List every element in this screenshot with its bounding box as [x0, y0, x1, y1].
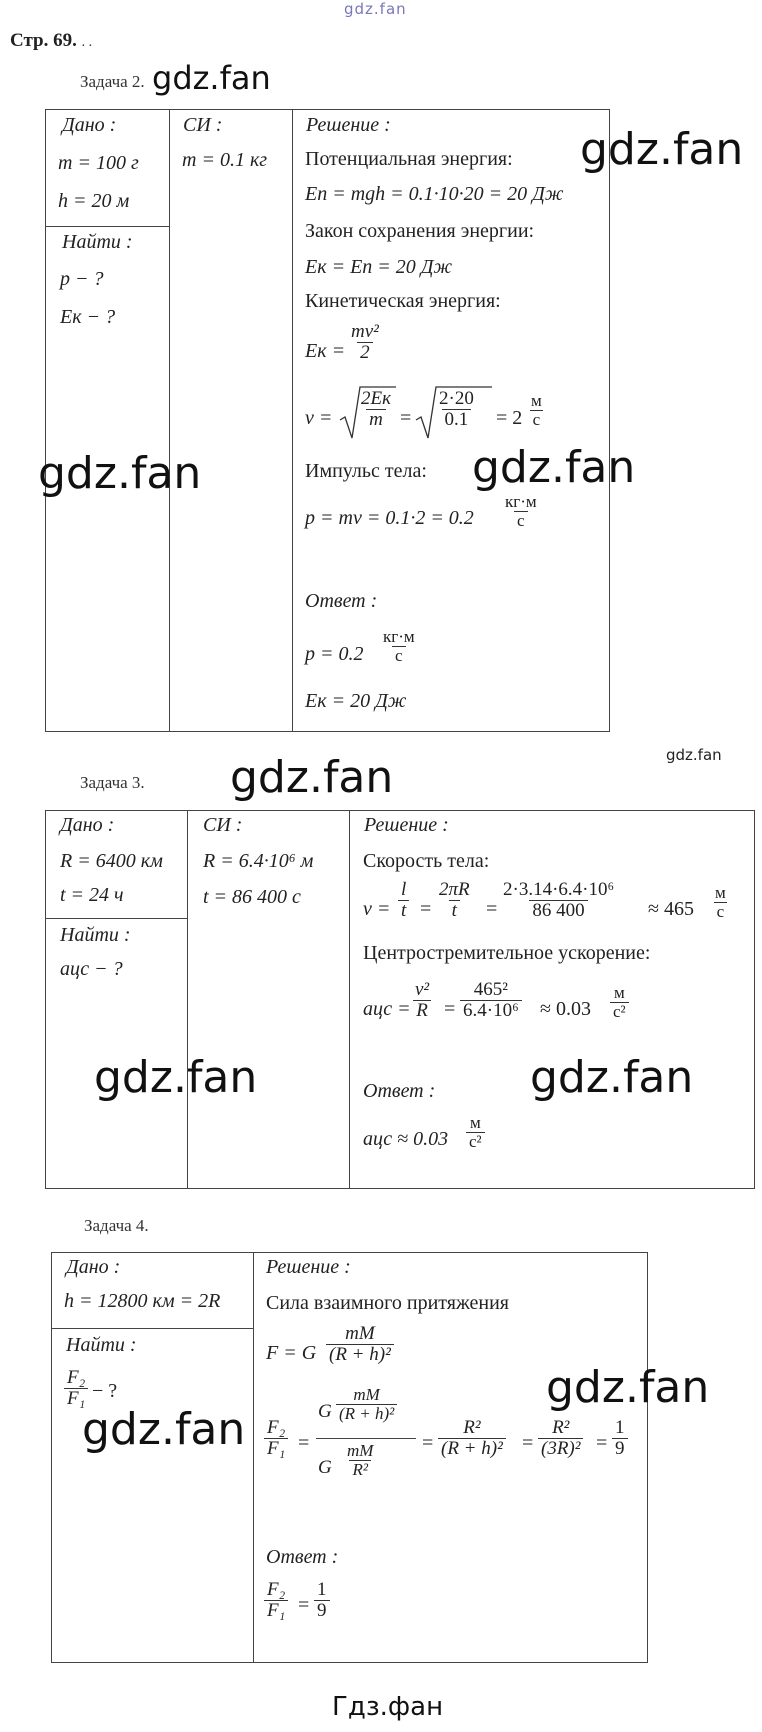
task4-given-label: Дано :	[66, 1256, 121, 1278]
task3-accel-left: aцс =	[363, 998, 411, 1020]
task4-force-num: mM	[345, 1323, 375, 1344]
watermark-task4-right: gdz.fan	[546, 1362, 710, 1413]
task4-ratio-eq-4: =	[596, 1432, 608, 1454]
task4-ratio-eq-3: =	[522, 1432, 534, 1454]
task2-velocity-unit	[528, 392, 545, 429]
task4-r3-den: (3R)²	[538, 1438, 583, 1459]
task4-ratio-left	[264, 1418, 288, 1459]
watermark-bottom: Гдз.фан	[332, 1692, 444, 1722]
task3-fraction-2	[436, 880, 473, 921]
task3-f2-den: t	[449, 900, 460, 921]
task4-force-label: Сила взаимного притяжения	[266, 1292, 510, 1314]
task4-compound-den-d: R²	[349, 1460, 370, 1479]
task3-given-divider	[45, 918, 188, 919]
task3-title: Задача 3.	[80, 773, 145, 792]
task4-answer-r-den: 9	[314, 1600, 330, 1621]
task3-answer-label: Ответ :	[363, 1080, 436, 1102]
task2-potential-equation: Eп = mgh = 0.1·10·20 = 20 Дж	[305, 183, 564, 205]
task2-si-label: СИ :	[183, 114, 223, 136]
task3-divider-1	[187, 810, 188, 1188]
watermark-task3-left: gdz.fan	[94, 1052, 258, 1103]
task3-accel-fraction-1	[412, 980, 432, 1021]
task2-kinetic-denominator: 2	[357, 342, 373, 363]
task3-velocity-unit	[712, 884, 729, 921]
task2-velocity-left: v =	[305, 407, 333, 429]
task4-find-fraction	[64, 1368, 88, 1409]
task2-si-mass: m = 0.1 кг	[182, 149, 268, 171]
task3-f1-den: t	[398, 900, 409, 921]
task2-answer-label: Ответ :	[305, 590, 378, 612]
task4-ratio-left-num: F₂	[267, 1417, 286, 1438]
task3-divider-2	[349, 810, 350, 1188]
task3-fraction-3	[500, 880, 617, 921]
task2-potential-label: Потенциальная энергия:	[305, 148, 513, 170]
task2-impulse-label: Импульс тела:	[305, 460, 427, 482]
task2-title: Задача 2.	[80, 72, 145, 91]
watermark-task2-right: gdz.fan	[580, 124, 744, 175]
task4-ratio-eq-1: =	[298, 1432, 310, 1454]
task2-kinetic-label: Кинетическая энергия:	[305, 290, 501, 312]
task2-given-mass: m = 100 г	[58, 152, 139, 174]
task4-solution-label: Решение :	[266, 1256, 351, 1278]
task3-v-unit-den: с	[714, 902, 728, 921]
page-reference-label: Стр. 69.	[10, 30, 77, 51]
task3-a-f2-den: 6.4·10⁶	[460, 1000, 522, 1021]
task2-find-label: Найти :	[62, 231, 133, 253]
task3-f1-num: l	[401, 879, 407, 900]
task4-ratio-eq-2: =	[422, 1432, 434, 1454]
task4-force-left: F = G	[266, 1342, 317, 1364]
page-reference	[10, 30, 92, 52]
task3-f3-den: 86 400	[529, 900, 587, 921]
task2-answer-impulse-unit	[380, 628, 418, 665]
task4-compound-num-d: (R + h)²	[336, 1404, 397, 1423]
task4-compound-den-fraction	[344, 1442, 376, 1479]
page-reference-dots: . .	[81, 35, 93, 50]
task3-answer-unit-num: м	[469, 1113, 481, 1132]
task3-given-radius: R = 6400 км	[60, 850, 163, 872]
task2-kinetic-left: Eк =	[305, 340, 346, 362]
task4-compound-num-fraction	[336, 1386, 397, 1423]
task2-velocity-unit-num: м	[531, 391, 542, 410]
task3-accel-label: Центростремительное ускорение:	[363, 942, 651, 964]
task2-impulse-unit	[502, 493, 540, 530]
task2-velocity-num-1: 2Eк	[361, 388, 391, 409]
task3-accel-eq: =	[444, 998, 456, 1020]
task2-velocity-den-1: m	[366, 409, 386, 430]
task2-kinetic-numerator: mv²	[351, 321, 379, 342]
task4-compound-den-g: G	[318, 1457, 332, 1478]
task2-conservation-label: Закон сохранения энергии:	[305, 220, 535, 242]
task4-compound-fraction	[316, 1386, 416, 1496]
task2-answer-impulse: p = 0.2	[305, 643, 364, 665]
task3-si-radius: R = 6.4·10⁶ м	[203, 850, 314, 872]
task2-answer-energy: Eк = 20 Дж	[305, 690, 407, 712]
task3-a-unit-num: м	[613, 983, 625, 1002]
task4-compound-den-n: mM	[347, 1441, 374, 1460]
task4-find-tail: − ?	[92, 1380, 118, 1402]
task2-divider-2	[292, 109, 293, 731]
watermark-task3-right: gdz.fan	[530, 1052, 694, 1103]
task2-impulse-equation: p = mv = 0.1·2 = 0.2	[305, 507, 474, 529]
task2-velocity-result: = 2	[496, 407, 523, 429]
task4-answer-den: F₁	[264, 1600, 288, 1621]
task4-ratio-fraction-3	[538, 1418, 583, 1459]
task3-fraction-1	[398, 880, 409, 921]
task2-kinetic-fraction	[348, 322, 382, 363]
task2-velocity-fraction-1	[358, 389, 394, 430]
task2-answer-unit-num: кг·м	[383, 627, 415, 646]
task4-r4-den: 9	[612, 1438, 628, 1459]
task2-velocity-eq: =	[400, 407, 412, 429]
task4-answer-label: Ответ :	[266, 1546, 339, 1568]
task4-r3-num: R²	[552, 1417, 570, 1438]
task4-given-height: h = 12800 км = 2R	[64, 1290, 221, 1312]
task4-compound-num-n: mM	[353, 1385, 380, 1404]
task3-find-label: Найти :	[60, 924, 131, 946]
task2-given-label: Дано :	[62, 114, 117, 136]
watermark-small: gdz.fan	[666, 746, 722, 764]
task2-answer-unit-den: с	[392, 646, 406, 665]
task2-solution-label: Решение :	[306, 114, 391, 136]
task3-solution-label: Решение :	[364, 814, 449, 836]
task4-ratio-left-den: F₁	[264, 1438, 288, 1459]
task4-r4-num: 1	[615, 1417, 625, 1438]
task3-f3-num: 2·3.14·6.4·10⁶	[503, 879, 615, 900]
task3-a-f1-den: R	[413, 1000, 431, 1021]
task4-answer-num: F₂	[267, 1579, 286, 1600]
task3-si-label: СИ :	[203, 814, 243, 836]
task3-v-unit-num: м	[715, 883, 726, 902]
task3-answer-unit-den: с²	[466, 1132, 485, 1151]
task2-velocity-den-2: 0.1	[442, 409, 472, 430]
task3-answer-unit	[466, 1114, 485, 1151]
task4-title: Задача 4.	[84, 1216, 149, 1235]
task4-divider-1	[253, 1252, 254, 1662]
task4-force-fraction	[326, 1324, 394, 1365]
task4-answer-r-num: 1	[317, 1579, 327, 1600]
task2-impulse-unit-den: с	[514, 511, 528, 530]
task3-a-unit-den: с²	[610, 1002, 629, 1021]
task3-eq-1: =	[420, 898, 432, 920]
task2-velocity-num-2: 2·20	[439, 388, 474, 409]
task4-find-den: F₁	[64, 1388, 88, 1409]
task2-conservation-equation: Eк = Eп = 20 Дж	[305, 256, 453, 278]
task4-compound-num-g: G	[318, 1401, 332, 1422]
task2-given-height: h = 20 м	[58, 190, 130, 212]
task2-impulse-unit-num: кг·м	[505, 492, 537, 511]
task3-velocity-result: ≈ 465	[648, 898, 694, 920]
task3-speed-label: Скорость тела:	[363, 850, 490, 872]
task3-given-time: t = 24 ч	[60, 884, 124, 906]
watermark-task2-left: gdz.fan	[38, 448, 202, 499]
watermark-task2-middle: gdz.fan	[472, 442, 636, 493]
task3-accel-unit	[610, 984, 629, 1021]
task4-ratio-fraction-2	[438, 1418, 506, 1459]
task4-r2-num: R²	[463, 1417, 481, 1438]
task3-velocity-left: v =	[363, 898, 391, 920]
task4-answer-fraction-right	[314, 1580, 330, 1621]
task3-given-label: Дано :	[60, 814, 115, 836]
task3-si-time: t = 86 400 с	[203, 886, 301, 908]
task2-given-divider	[45, 226, 170, 227]
watermark-top: gdz.fan	[344, 0, 407, 18]
task4-find-num: F₂	[67, 1367, 86, 1388]
task2-find-energy: Eк − ?	[60, 306, 116, 328]
task4-compound-bar	[316, 1438, 416, 1439]
task4-force-den: (R + h)²	[326, 1344, 394, 1365]
task2-divider-1	[169, 109, 170, 731]
task2-velocity-unit-den: с	[530, 410, 544, 429]
task3-answer-value: aцс ≈ 0.03	[363, 1128, 449, 1150]
task3-find-accel: aцс − ?	[60, 958, 123, 980]
task3-a-f1-num: v²	[415, 979, 430, 1000]
task4-answer-fraction-left	[264, 1580, 288, 1621]
task4-find-label: Найти :	[66, 1334, 137, 1356]
watermark-task3-title: gdz.fan	[230, 752, 394, 803]
watermark-task4-left: gdz.fan	[82, 1404, 246, 1455]
task3-accel-fraction-2	[460, 980, 522, 1021]
task4-ratio-fraction-4	[612, 1418, 628, 1459]
task3-f2-num: 2πR	[439, 879, 470, 900]
task3-eq-2: =	[486, 898, 498, 920]
task2-velocity-fraction-2	[436, 389, 477, 430]
task3-a-f2-num: 465²	[473, 979, 508, 1000]
watermark-task2-title: gdz.fan	[152, 59, 271, 97]
task3-accel-result: ≈ 0.03	[540, 998, 591, 1020]
task4-answer-eq: =	[298, 1594, 310, 1616]
task2-find-impulse: p − ?	[60, 268, 104, 290]
task4-given-divider	[51, 1328, 254, 1329]
task4-r2-den: (R + h)²	[438, 1438, 506, 1459]
